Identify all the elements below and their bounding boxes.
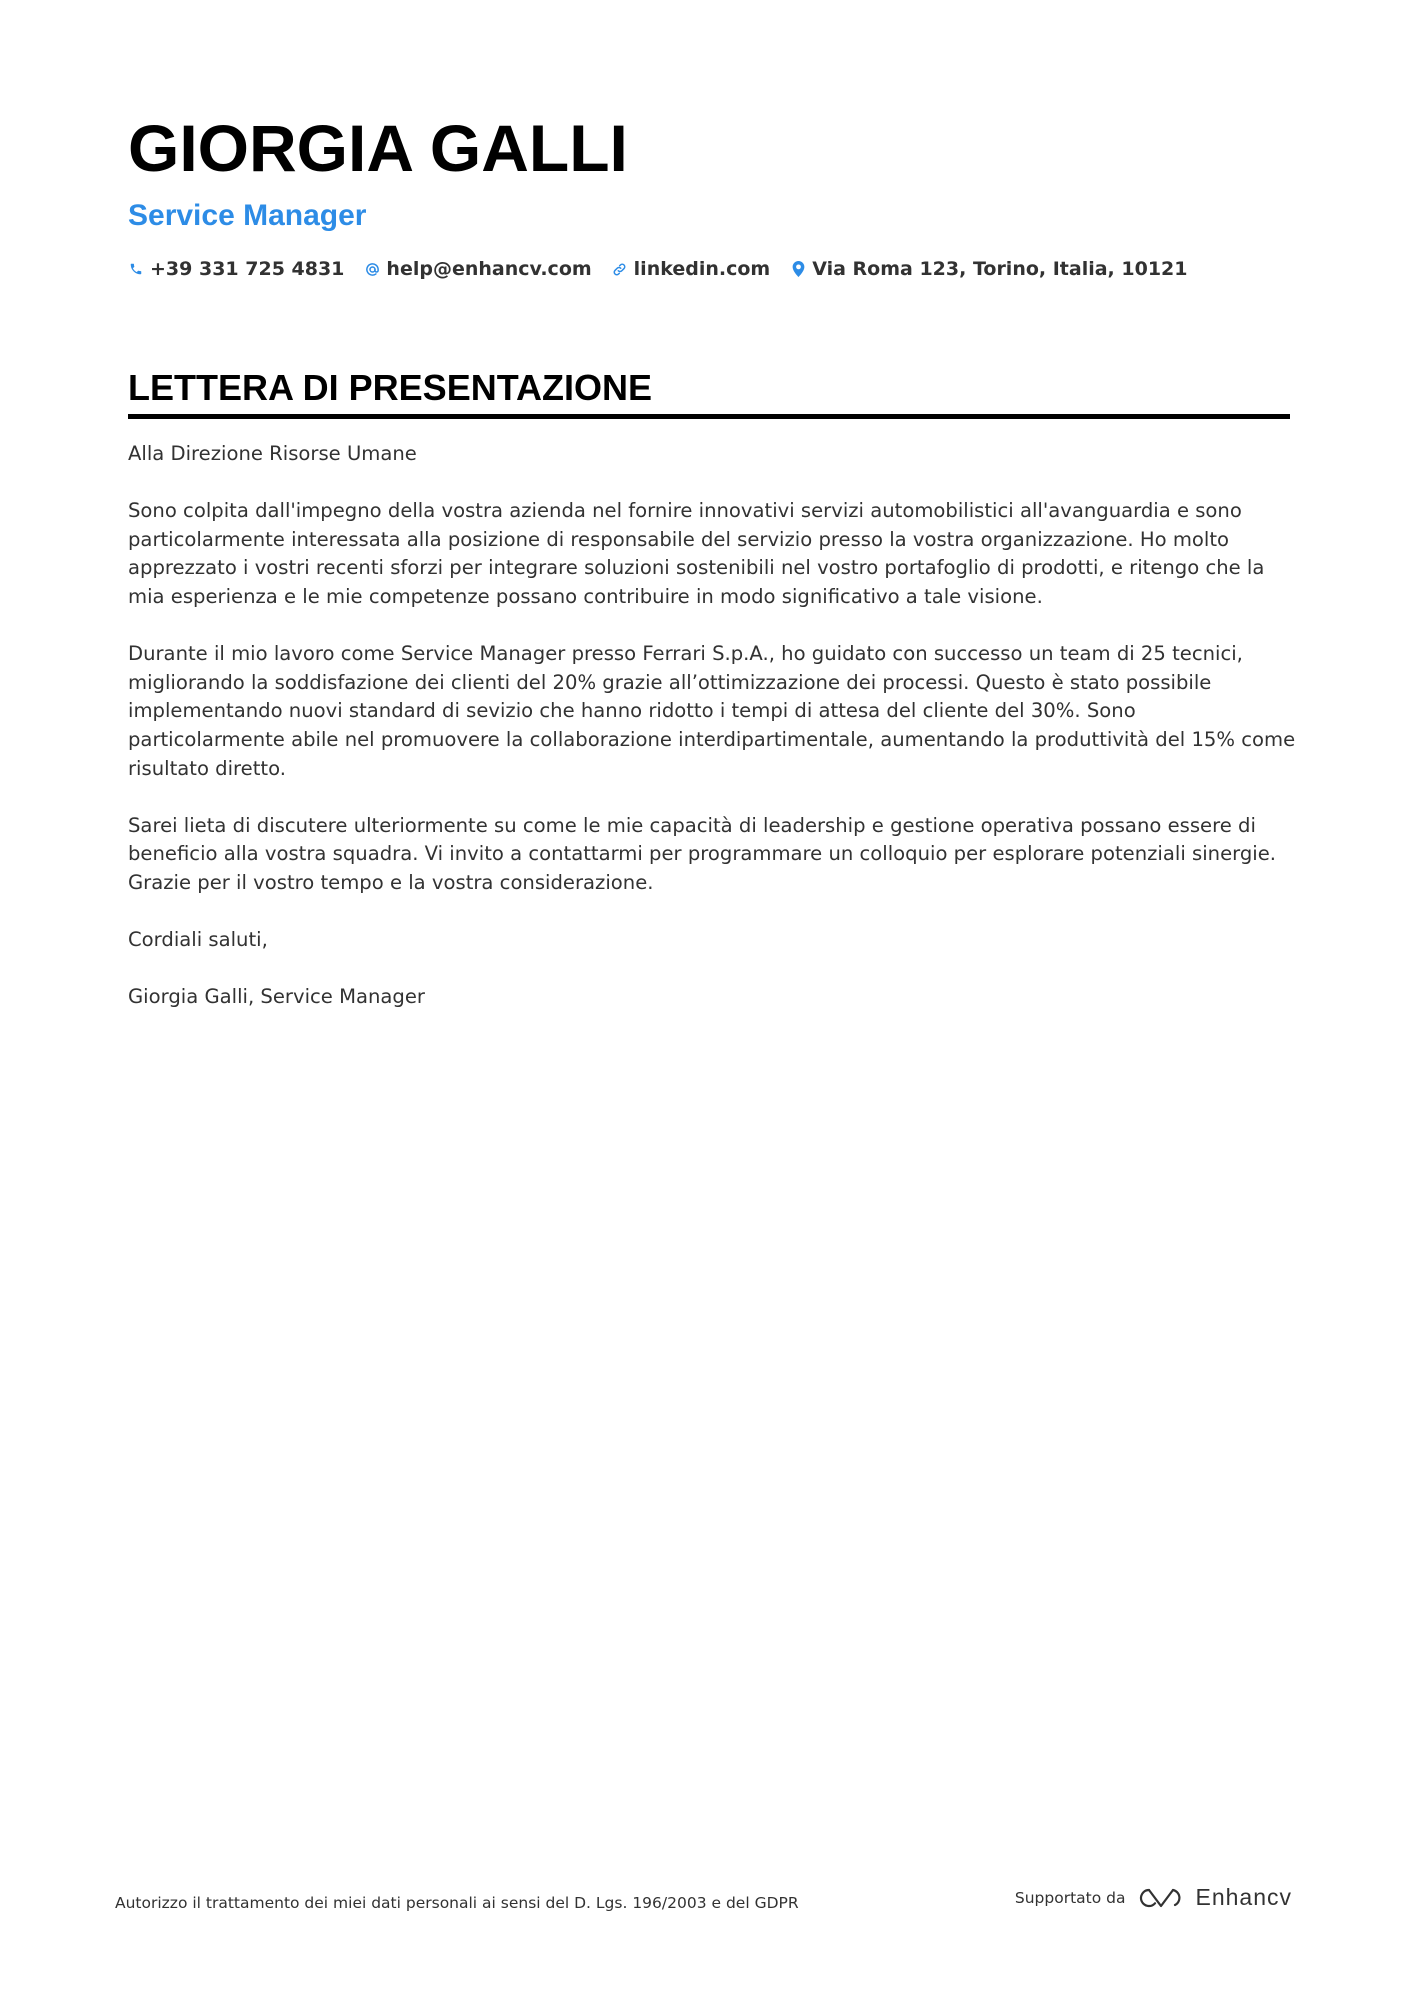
contact-address xyxy=(790,258,1187,280)
letter-body xyxy=(128,440,1298,1040)
section-title: LETTERA DI PRESENTAZIONE xyxy=(128,366,1290,419)
contact-email[interactable] xyxy=(364,258,591,280)
contact-bar xyxy=(128,258,1288,280)
letter-signature: Giorgia Galli, Service Manager xyxy=(128,985,425,1009)
contact-linkedin[interactable] xyxy=(612,258,771,280)
powered-by-label: Supportato da xyxy=(1014,1888,1126,1907)
candidate-name: GIORGIA GALLI xyxy=(128,111,628,185)
contact-address-text: Via Roma 123, Torino, Italia, 10121 xyxy=(812,258,1188,280)
candidate-role: Service Manager xyxy=(128,199,367,232)
phone-icon xyxy=(128,260,144,278)
powered-by[interactable] xyxy=(1015,1884,1292,1911)
at-icon xyxy=(364,260,380,278)
contact-email-text: help@enhancv.com xyxy=(386,258,592,280)
letter-paragraph: Sarei lieta di discutere ulteriormente su come le mie capacità di leadership e gestione operativa possano essere di beneficio alla vostra squadra. Vi invito a contattarmi per programmare un colloquio per esplorare potenziali sinergie. Grazie per il vostro tempo e la vostra considerazione. xyxy=(128,813,1276,894)
gdpr-consent: Autorizzo il trattamento dei miei dati personali ai sensi del D. Lgs. 196/2003 e del GDPR xyxy=(115,1894,799,1912)
enhancv-logo-icon xyxy=(1137,1886,1183,1910)
contact-linkedin-text: linkedin.com xyxy=(633,258,771,280)
contact-phone xyxy=(128,258,344,280)
letter-paragraph: Sono colpita dall'impegno della vostra azienda nel fornire innovativi servizi automobilistici all'avanguardia e sono particolarmente interessata alla posizione di responsabile del servizio presso la vostra organizzazione. Ho molto apprezzato i vostri recenti sforzi per integrare soluzioni sostenibili nel vostro portafoglio di prodotti, e ritengo che la mia esperienza e le mie competenze possano contribuire in modo significativo a tale visione. xyxy=(128,499,1265,608)
location-pin-icon xyxy=(790,260,806,278)
header xyxy=(128,108,1288,280)
letter-closing: Cordiali saluti, xyxy=(128,928,268,952)
contact-phone-text: +39 331 725 4831 xyxy=(150,258,345,280)
letter-salutation: Alla Direzione Risorse Umane xyxy=(128,442,417,465)
brand-name: Enhancv xyxy=(1195,1884,1292,1910)
letter-paragraph: Durante il mio lavoro come Service Manager presso Ferrari S.p.A., ho guidato con successo un team di 25 tecnici, migliorando la soddisfazione dei clienti del 20% grazie all’ottimizzazione dei processi. Questo è stato possibile implementando nuovi standard di sevizio che hanno ridotto i tempi di attesa del cliente del 30%. Sono particolarmente abile nel promuovere la collaborazione interdipartimentale, aumentando la produttività del 15% come risultato diretto. xyxy=(128,642,1296,780)
link-icon xyxy=(612,260,628,278)
